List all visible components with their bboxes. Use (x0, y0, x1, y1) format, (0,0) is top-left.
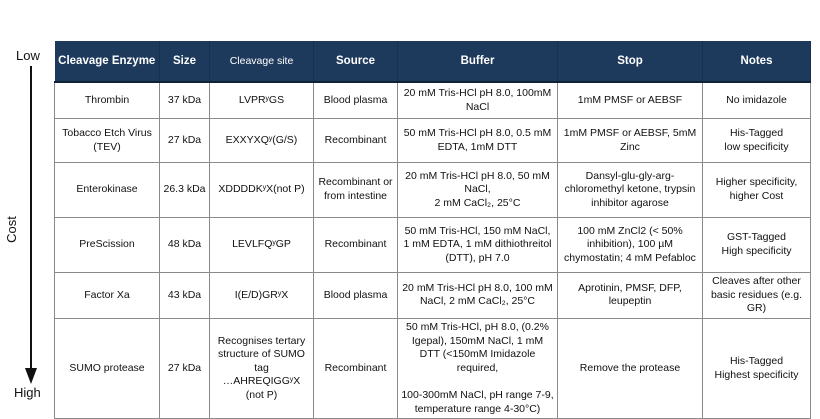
stop-cell: 1mM PMSF or AEBSF (558, 82, 703, 119)
table-row (55, 163, 811, 218)
buffer-cell: 50 mM Tris-HCl pH 8.0, 0.5 mM EDTA, 1mM DTT (398, 119, 558, 163)
source-cell: Recombinant (314, 318, 398, 418)
cleavage-site-cell: EXXYXQʸ(G/S) (210, 119, 314, 163)
table-row (55, 82, 811, 119)
cost-arrow-icon (24, 66, 38, 386)
buffer-cell: 20 mM Tris-HCl pH 8.0, 100mM NaCl (398, 82, 558, 119)
table-row (55, 318, 811, 418)
table-row (55, 218, 811, 273)
cleavage-site-cell: I(E/D)GRʸX (210, 273, 314, 319)
source-cell: Recombinant (314, 218, 398, 273)
cleavage-enzyme-table (54, 41, 811, 419)
cleavage-site-cell: XDDDDKʸX(not P) (210, 163, 314, 218)
size-cell: 26.3 kDa (160, 163, 210, 218)
notes-cell: Higher specificity, higher Cost (703, 163, 811, 218)
enzyme-cell: Tobacco Etch Virus (TEV) (55, 119, 160, 163)
source-cell: Recombinant (314, 119, 398, 163)
low-cost-label: Low (16, 48, 40, 63)
header-source: Source (314, 41, 398, 82)
size-cell: 43 kDa (160, 273, 210, 319)
buffer-cell: 50 mM Tris-HCl, pH 8.0, (0.2% Igepal), 150mM NaCl, 1 mM DTT (<150mM Imidazole required, 100-300mM NaCl, pH range 7-9, temperature range 4-30°C) (398, 318, 558, 418)
notes-cell: His-Tagged low specificity (703, 119, 811, 163)
stop-cell: Remove the protease (558, 318, 703, 418)
notes-cell: His-Tagged Highest specificity (703, 318, 811, 418)
header-notes: Notes (703, 41, 811, 82)
size-cell: 27 kDa (160, 318, 210, 418)
size-cell: 37 kDa (160, 82, 210, 119)
source-cell: Blood plasma (314, 82, 398, 119)
buffer-cell: 20 mM Tris-HCl pH 8.0, 50 mM NaCl, 2 mM CaCl₂, 25°C (398, 163, 558, 218)
table-row (55, 119, 811, 163)
notes-cell: GST-Tagged High specificity (703, 218, 811, 273)
header-cleavage-enzyme: Cleavage Enzyme (55, 41, 160, 82)
cleavage-site-cell: LEVLFQʸGP (210, 218, 314, 273)
enzyme-cell: Thrombin (55, 82, 160, 119)
cost-axis-label: Cost (3, 216, 19, 243)
stop-cell: Aprotinin, PMSF, DFP, leupeptin (558, 273, 703, 319)
table-row (55, 273, 811, 319)
stop-cell: Dansyl-glu-gly-arg-chloromethyl ketone, trypsin inhibitor agarose (558, 163, 703, 218)
buffer-cell: 50 mM Tris-HCl, 150 mM NaCl, 1 mM EDTA, 1 mM dithiothreitol (DTT), pH 7.0 (398, 218, 558, 273)
cleavage-site-cell: Recognises tertary structure of SUMO tag …AHREQIGGʸX (not P) (210, 318, 314, 418)
high-cost-label: High (14, 385, 41, 400)
header-size: Size (160, 41, 210, 82)
stop-cell: 100 mM ZnCl2 (< 50% inhibition), 100 µM chymostatin; 4 mM Pefabloc (558, 218, 703, 273)
source-cell: Blood plasma (314, 273, 398, 319)
header-buffer: Buffer (398, 41, 558, 82)
header-cleavage-site: Cleavage site (210, 41, 314, 82)
cleavage-site-cell: LVPRʸGS (210, 82, 314, 119)
table-header-row (55, 41, 811, 82)
buffer-cell: 20 mM Tris-HCl pH 8.0, 100 mM NaCl, 2 mM CaCl₂, 25°C (398, 273, 558, 319)
notes-cell: No imidazole (703, 82, 811, 119)
enzyme-cell: SUMO protease (55, 318, 160, 418)
notes-cell: Cleaves after other basic residues (e.g. GR) (703, 273, 811, 319)
enzyme-cell: PreScission (55, 218, 160, 273)
stop-cell: 1mM PMSF or AEBSF, 5mM Zinc (558, 119, 703, 163)
size-cell: 48 kDa (160, 218, 210, 273)
enzyme-cell: Enterokinase (55, 163, 160, 218)
header-stop: Stop (558, 41, 703, 82)
enzyme-cell: Factor Xa (55, 273, 160, 319)
size-cell: 27 kDa (160, 119, 210, 163)
source-cell: Recombinant or from intestine (314, 163, 398, 218)
